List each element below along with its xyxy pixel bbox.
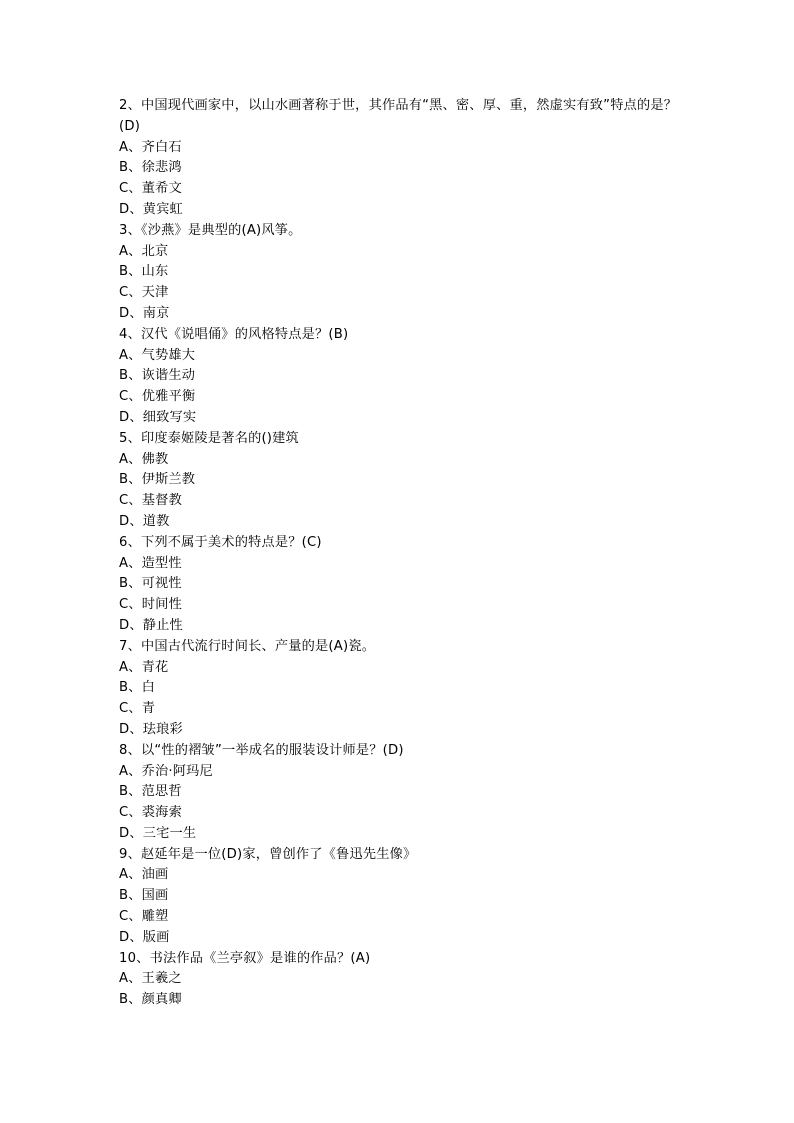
option-d: D、南京 (119, 305, 170, 321)
question-8: 8、以“性的褶皱”一举成名的服装设计师是？(D) (119, 742, 404, 758)
question-5: 5、印度泰姬陵是著名的()建筑 (119, 430, 299, 446)
option-a: A、乔治·阿玛尼 (119, 763, 213, 779)
option-d: D、三宅一生 (119, 825, 197, 841)
question-4: 4、汉代《说唱俑》的风格特点是？(B) (119, 326, 349, 342)
option-b: B、范思哲 (119, 784, 182, 800)
question-3: 3、《沙燕》是典型的(A)风筝。 (119, 222, 302, 238)
option-d: D、细致写实 (119, 409, 197, 425)
option-d: D、珐琅彩 (119, 721, 183, 737)
option-b: B、国画 (119, 888, 169, 904)
option-b: B、伊斯兰教 (119, 472, 196, 488)
option-d: D、黄宾虹 (119, 201, 183, 217)
option-c: C、天津 (119, 285, 169, 301)
option-b: B、白 (119, 680, 156, 696)
document-body (119, 96, 679, 1011)
option-b: B、徐悲鸿 (119, 160, 182, 176)
option-a: A、气势雄大 (119, 347, 196, 363)
option-c: C、时间性 (119, 597, 182, 613)
option-d: D、静止性 (119, 617, 183, 633)
option-b: B、颜真卿 (119, 992, 182, 1008)
option-a: A、造型性 (119, 555, 182, 571)
option-a: A、王羲之 (119, 971, 182, 987)
option-a: A、油画 (119, 867, 169, 883)
question-10: 10、书法作品《兰亭叙》是谁的作品？(A) (119, 950, 371, 966)
option-b: B、山东 (119, 264, 169, 280)
question-7: 7、中国古代流行时间长、产量的是(A)瓷。 (119, 638, 376, 654)
option-b: B、可视性 (119, 576, 182, 592)
option-c: C、青 (119, 701, 156, 717)
question-9: 9、赵延年是一位(D)家，曾创作了《鲁迅先生像》 (119, 846, 417, 862)
option-d: D、道教 (119, 513, 170, 529)
question-2: 2、中国现代画家中，以山水画著称于世，其作品有“黑、密、厚、重，然虚实有致”特点的是？(D) (119, 98, 678, 134)
option-c: C、裘海索 (119, 805, 182, 821)
option-c: C、董希文 (119, 181, 182, 197)
option-a: A、北京 (119, 243, 169, 259)
option-d: D、版画 (119, 929, 170, 945)
option-c: C、基督教 (119, 493, 182, 509)
option-a: A、佛教 (119, 451, 169, 467)
option-c: C、优雅平衡 (119, 389, 196, 405)
option-b: B、诙谐生动 (119, 368, 196, 384)
option-a: A、齐白石 (119, 139, 182, 155)
question-6: 6、下列不属于美术的特点是？(C) (119, 534, 322, 550)
option-a: A、青花 (119, 659, 169, 675)
option-c: C、雕塑 (119, 909, 169, 925)
